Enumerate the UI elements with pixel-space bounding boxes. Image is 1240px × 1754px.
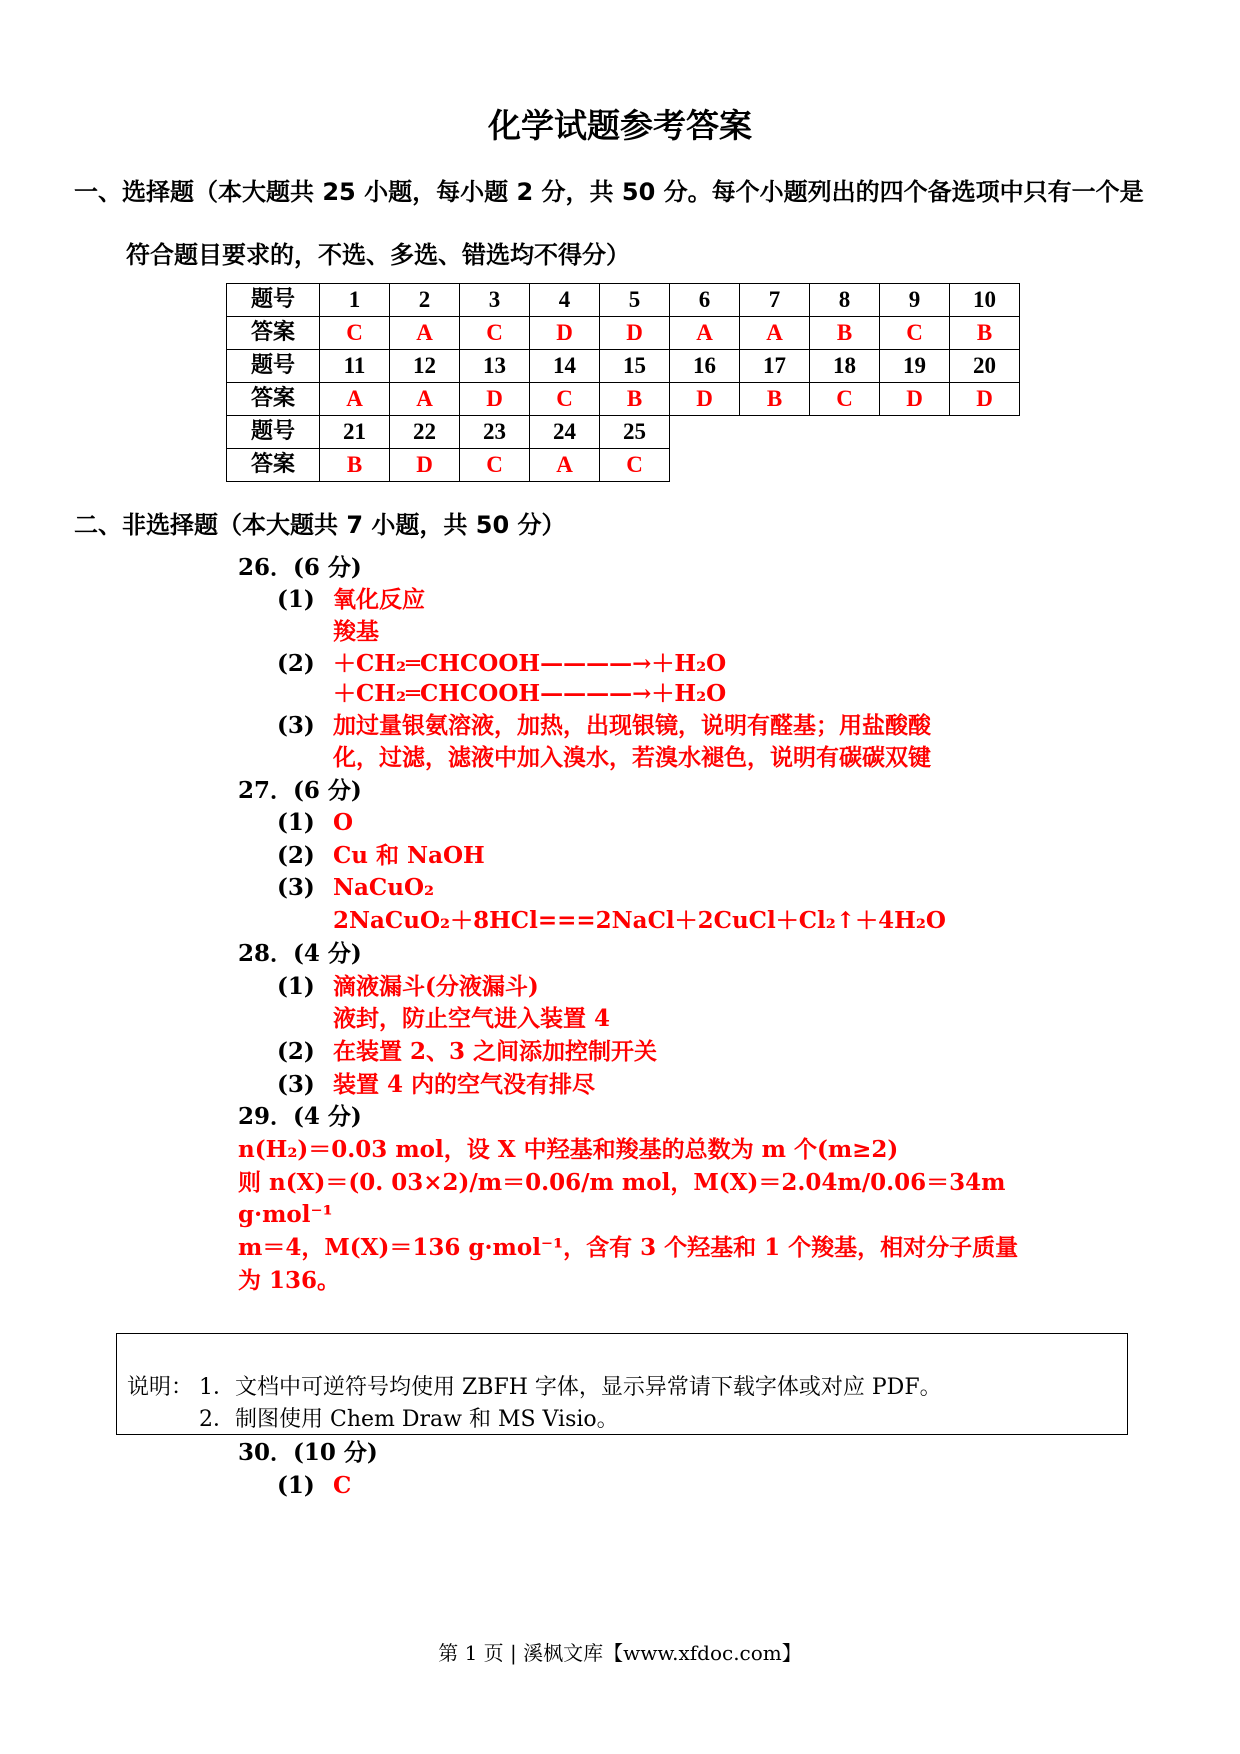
question-number-cell: 19 xyxy=(880,350,950,383)
empty-cell xyxy=(880,449,950,482)
q28-heading: 28．(4 分) xyxy=(238,940,362,967)
q29-solution-line1: n(H₂)＝0.03 mol，设 X 中羟基和羧基的总数为 m 个(m≥2) xyxy=(238,1136,899,1163)
answer-table-answer-row xyxy=(227,317,1020,350)
page-footer: 第 1 页 | 溪枫文库【www.xfdoc.com】 xyxy=(438,1641,802,1665)
q28-part1-answer-b: 液封，防止空气进入装置 4 xyxy=(333,1005,611,1032)
empty-cell xyxy=(810,449,880,482)
section1-heading-line1: 一、选择题（本大题共 25 小题，每小题 2 分，共 50 分。每个小题列出的四个备选项中只有一个是 xyxy=(74,178,1144,206)
q26-part1-answer-a: 氧化反应 xyxy=(333,586,425,613)
answer-cell: C xyxy=(880,317,950,350)
question-number-cell: 14 xyxy=(530,350,600,383)
question-number-cell: 10 xyxy=(950,284,1020,317)
question-number-cell: 3 xyxy=(460,284,530,317)
answer-cell: A xyxy=(530,449,600,482)
question-number-cell: 6 xyxy=(670,284,740,317)
section1-heading-line2: 符合题目要求的，不选、多选、错选均不得分） xyxy=(126,241,630,269)
empty-cell xyxy=(880,416,950,449)
q28-part1-answer-a: 滴液漏斗(分液漏斗) xyxy=(333,973,539,1000)
note-label: 说明： xyxy=(127,1375,194,1400)
q27-part1-answer: O xyxy=(333,809,354,836)
q26-part3-label: (3) xyxy=(277,712,315,739)
q26-part2-label: (2) xyxy=(277,650,315,677)
q27-heading: 27．(6 分) xyxy=(238,777,362,804)
q26-part2-answer-b: ＋CH₂═CHCOOH————→＋H₂O xyxy=(333,680,727,707)
question-number-cell: 7 xyxy=(740,284,810,317)
answer-header: 答案 xyxy=(227,449,320,482)
question-number-header: 题号 xyxy=(227,350,320,383)
question-number-cell: 16 xyxy=(670,350,740,383)
answer-cell: B xyxy=(600,383,670,416)
question-number-cell: 8 xyxy=(810,284,880,317)
empty-cell xyxy=(950,416,1020,449)
question-number-cell: 17 xyxy=(740,350,810,383)
answer-cell: C xyxy=(320,317,390,350)
q27-part3-answer-a: NaCuO₂ xyxy=(333,874,435,901)
q27-part2-answer: Cu 和 NaOH xyxy=(333,842,485,869)
answer-table xyxy=(226,283,1020,482)
empty-cell xyxy=(670,416,740,449)
question-number-cell: 4 xyxy=(530,284,600,317)
q28-part2-answer: 在装置 2、3 之间添加控制开关 xyxy=(333,1038,658,1065)
empty-cell xyxy=(740,449,810,482)
question-number-cell: 5 xyxy=(600,284,670,317)
note-item-1: 1．文档中可逆符号均使用 ZBFH 字体，显示异常请下载字体或对应 PDF。 xyxy=(199,1375,942,1400)
empty-cell xyxy=(950,449,1020,482)
q27-part3-label: (3) xyxy=(277,874,315,901)
q27-part1-label: (1) xyxy=(277,809,315,836)
answer-cell: D xyxy=(390,449,460,482)
q28-part3-label: (3) xyxy=(277,1071,315,1098)
answer-cell: A xyxy=(320,383,390,416)
answer-cell: C xyxy=(530,383,600,416)
answer-cell: A xyxy=(390,383,460,416)
q27-part2-label: (2) xyxy=(277,842,315,869)
question-number-cell: 13 xyxy=(460,350,530,383)
question-number-cell: 9 xyxy=(880,284,950,317)
question-number-cell: 22 xyxy=(390,416,460,449)
answer-cell: D xyxy=(670,383,740,416)
answer-table-answer-row xyxy=(227,449,1020,482)
q30-part1-answer: C xyxy=(333,1472,352,1499)
question-number-cell: 1 xyxy=(320,284,390,317)
answer-cell: C xyxy=(810,383,880,416)
q28-part2-label: (2) xyxy=(277,1038,315,1065)
answer-cell: D xyxy=(530,317,600,350)
question-number-cell: 11 xyxy=(320,350,390,383)
answer-header: 答案 xyxy=(227,317,320,350)
q26-part2-answer-a: ＋CH₂═CHCOOH————→＋H₂O xyxy=(333,650,727,677)
answer-cell: D xyxy=(950,383,1020,416)
answer-cell: C xyxy=(460,317,530,350)
q28-part1-label: (1) xyxy=(277,973,315,1000)
answer-cell: D xyxy=(880,383,950,416)
q29-solution-line2: 则 n(X)＝(0. 03×2)/m＝0.06/m mol，M(X)＝2.04m/0.06＝34m xyxy=(238,1169,1006,1196)
q28-part3-answer: 装置 4 内的空气没有排尽 xyxy=(333,1071,596,1098)
q27-part3-answer-b: 2NaCuO₂＋8HCl===2NaCl＋2CuCl＋Cl₂↑＋4H₂O xyxy=(333,907,946,934)
answer-header: 答案 xyxy=(227,383,320,416)
answer-cell: C xyxy=(460,449,530,482)
answer-cell: B xyxy=(320,449,390,482)
answer-table-number-row xyxy=(227,416,1020,449)
answer-table-answer-row xyxy=(227,383,1020,416)
q26-part3-answer-a: 加过量银氨溶液，加热，出现银镜，说明有醛基；用盐酸酸 xyxy=(333,712,931,739)
answer-cell: A xyxy=(740,317,810,350)
answer-cell: C xyxy=(600,449,670,482)
question-number-header: 题号 xyxy=(227,284,320,317)
q30-part1-label: (1) xyxy=(277,1472,315,1499)
empty-cell xyxy=(740,416,810,449)
q29-solution-line5: 为 136。 xyxy=(238,1267,341,1294)
empty-cell xyxy=(810,416,880,449)
page-title: 化学试题参考答案 xyxy=(488,106,752,145)
answer-cell: B xyxy=(740,383,810,416)
question-number-cell: 25 xyxy=(600,416,670,449)
question-number-cell: 15 xyxy=(600,350,670,383)
q29-solution-line4: m＝4，M(X)＝136 g·mol⁻¹，含有 3 个羟基和 1 个羧基，相对分子质量 xyxy=(238,1234,1019,1261)
answer-table-number-row xyxy=(227,284,1020,317)
answer-cell: A xyxy=(390,317,460,350)
answer-cell: D xyxy=(600,317,670,350)
section2-heading: 二、非选择题（本大题共 7 小题，共 50 分） xyxy=(74,511,566,539)
question-number-cell: 2 xyxy=(390,284,460,317)
q26-heading: 26．(6 分) xyxy=(238,554,362,581)
question-number-cell: 20 xyxy=(950,350,1020,383)
question-number-cell: 24 xyxy=(530,416,600,449)
q29-heading: 29．(4 分) xyxy=(238,1103,362,1130)
answer-cell: B xyxy=(810,317,880,350)
q26-part3-answer-b: 化，过滤，滤液中加入溴水，若溴水褪色，说明有碳碳双键 xyxy=(333,744,931,771)
answer-cell: B xyxy=(950,317,1020,350)
question-number-cell: 21 xyxy=(320,416,390,449)
q26-part1-label: (1) xyxy=(277,586,315,613)
empty-cell xyxy=(670,449,740,482)
question-number-cell: 18 xyxy=(810,350,880,383)
note-item-2: 2．制图使用 Chem Draw 和 MS Visio。 xyxy=(199,1407,619,1432)
answer-cell: D xyxy=(460,383,530,416)
answer-cell: A xyxy=(670,317,740,350)
answer-table-number-row xyxy=(227,350,1020,383)
q29-solution-line3: g·mol⁻¹ xyxy=(238,1201,333,1228)
question-number-cell: 12 xyxy=(390,350,460,383)
question-number-cell: 23 xyxy=(460,416,530,449)
question-number-header: 题号 xyxy=(227,416,320,449)
q30-heading: 30．(10 分) xyxy=(238,1439,378,1466)
q26-part1-answer-b: 羧基 xyxy=(333,618,379,645)
